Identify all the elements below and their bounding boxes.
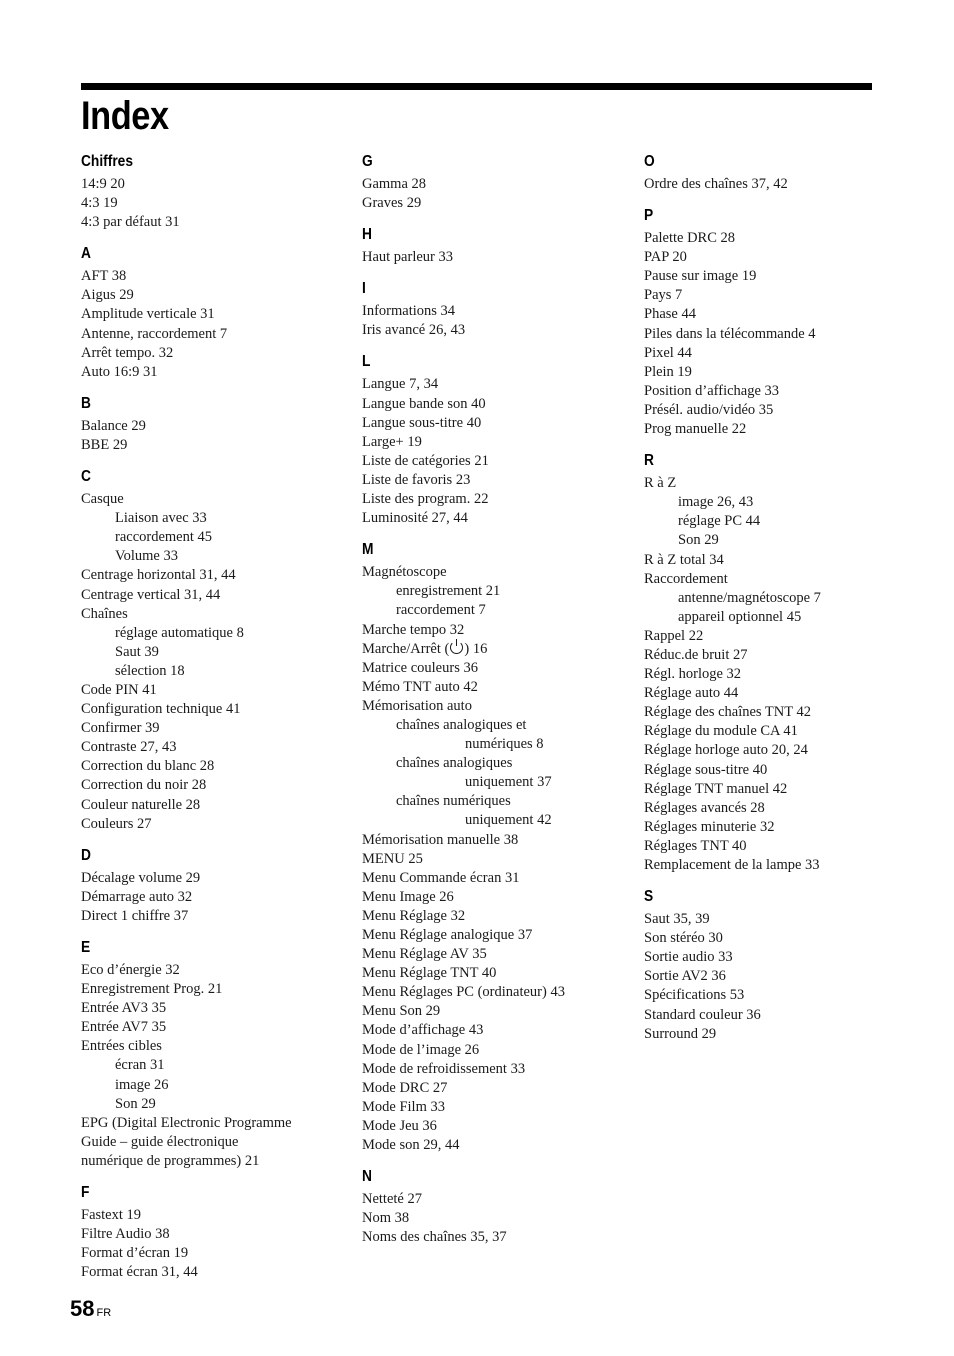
index-letter-heading: A — [81, 245, 91, 263]
index-letter-heading: H — [362, 226, 372, 244]
entry-text: Marche/Arrêt ( — [362, 640, 450, 657]
index-subentry: image 26 — [115, 1076, 169, 1093]
index-entry: Réglage des chaînes TNT 42 — [644, 704, 811, 721]
index-entry: AFT 38 — [81, 268, 127, 285]
index-subentry: Son 29 — [678, 532, 719, 549]
index-entry: BBE 29 — [81, 436, 128, 453]
index-entry: Réglage du module CA 41 — [644, 723, 798, 740]
index-entry: Menu Réglage 32 — [362, 907, 466, 924]
index-subentry: uniquement 42 — [465, 812, 552, 829]
index-entry: Mode de l’image 26 — [362, 1041, 480, 1058]
index-entry: Menu Réglage AV 35 — [362, 946, 487, 963]
index-group — [644, 152, 919, 194]
index-entry: Menu Réglage TNT 40 — [362, 965, 497, 982]
index-entry: Casque — [81, 491, 124, 508]
index-entry: Réglages TNT 40 — [644, 837, 747, 854]
index-entry: Réglage sous-titre 40 — [644, 761, 768, 778]
index-entry: Langue bande son 40 — [362, 395, 486, 412]
index-entry: Nom 38 — [362, 1210, 410, 1227]
index-subentry: Liaison avec 33 — [115, 510, 207, 527]
index-group — [362, 540, 637, 1155]
index-entry: Mode Jeu 36 — [362, 1117, 437, 1134]
index-entry: Enregistrement Prog. 21 — [81, 981, 223, 998]
index-entry: Entrée AV7 35 — [81, 1019, 167, 1036]
index-entry: Gamma 28 — [362, 176, 427, 192]
index-entry: Direct 1 chiffre 37 — [81, 907, 189, 924]
index-group — [362, 1167, 637, 1247]
index-entry: Standard couleur 36 — [644, 1006, 761, 1023]
index-entry: Correction du noir 28 — [81, 777, 207, 794]
index-entry: Entrées cibles — [81, 1038, 162, 1055]
index-letter-heading: E — [81, 939, 91, 956]
index-entry: Prog manuelle 22 — [644, 421, 747, 438]
index-entry: Filtre Audio 38 — [81, 1226, 170, 1243]
index-entry: Entrée AV3 35 — [81, 1000, 167, 1017]
index-subentry: raccordement 45 — [115, 529, 213, 546]
index-group — [644, 887, 919, 1044]
index-entry: Pixel 44 — [644, 344, 692, 361]
index-entry: numérique de programmes) 21 — [81, 1152, 260, 1169]
index-subentry: chaînes analogiques et — [396, 716, 527, 733]
index-entry: Luminosité 27, 44 — [362, 510, 468, 527]
index-entry — [362, 640, 637, 659]
index-entry: Mémo TNT auto 42 — [362, 678, 478, 695]
index-entry: Liste de catégories 21 — [362, 452, 489, 469]
index-entry: PAP 20 — [644, 249, 687, 266]
index-entry: Antenne, raccordement 7 — [81, 325, 228, 342]
index-group — [81, 394, 356, 455]
index-subentry: raccordement 7 — [396, 602, 486, 619]
index-entry: Noms des chaînes 35, 37 — [362, 1229, 507, 1246]
index-letter-heading: Chiffres — [81, 153, 133, 170]
index-entry: Fastext 19 — [81, 1207, 142, 1224]
index-subentry: image 26, 43 — [678, 494, 754, 511]
index-entry: Auto 16:9 31 — [81, 363, 158, 380]
index-subentry: numériques 8 — [465, 736, 544, 753]
index-subentry: réglage automatique 8 — [115, 624, 244, 641]
index-entry: Informations 34 — [362, 303, 456, 320]
index-entry: Confirmer 39 — [81, 720, 160, 737]
index-entry: Aigus 29 — [81, 287, 134, 304]
index-letter-heading: D — [81, 846, 91, 864]
power-icon — [450, 641, 463, 654]
index-subentry: écran 31 — [115, 1057, 165, 1074]
index-letter-heading: G — [362, 153, 373, 170]
index-letter-heading: I — [362, 280, 366, 298]
index-letter-heading: P — [644, 207, 654, 225]
index-entry: Décalage volume 29 — [81, 869, 201, 886]
index-entry: Palette DRC 28 — [644, 230, 736, 247]
index-subentry: appareil optionnel 45 — [678, 608, 802, 625]
index-entry: Mémorisation auto — [362, 697, 472, 714]
index-group — [644, 451, 919, 875]
index-group — [362, 225, 637, 267]
index-entry: Magnétoscope — [362, 564, 447, 581]
index-letter-heading: L — [362, 353, 371, 371]
index-subentry: Son 29 — [115, 1095, 156, 1112]
index-group — [362, 352, 637, 528]
index-group — [81, 244, 356, 382]
index-entry: R à Z — [644, 475, 677, 492]
index-entry: Démarrage auto 32 — [81, 888, 193, 905]
index-entry: Réglage TNT manuel 42 — [644, 780, 788, 797]
index-entry: Menu Réglages PC (ordinateur) 43 — [362, 984, 565, 1001]
index-entry: Pays 7 — [644, 287, 683, 304]
index-subentry: réglage PC 44 — [678, 513, 761, 530]
index-column-3 — [644, 152, 919, 1044]
index-entry: Réglages avancés 28 — [644, 799, 765, 816]
index-entry: Mode de refroidissement 33 — [362, 1060, 526, 1077]
index-subentry: Saut 39 — [115, 643, 159, 660]
index-entry: Surround 29 — [644, 1025, 717, 1042]
index-entry: Ordre des chaînes 37, 42 — [644, 176, 788, 192]
index-entry: 4:3 par défaut 31 — [81, 214, 180, 231]
index-entry: Phase 44 — [644, 306, 696, 323]
index-letter-heading: C — [81, 468, 91, 486]
index-group — [81, 938, 356, 1171]
index-group — [362, 279, 637, 340]
index-group — [81, 1183, 356, 1282]
index-entry: Mode DRC 27 — [362, 1079, 448, 1096]
page-number: 58 — [70, 1296, 95, 1321]
index-entry: Arrêt tempo. 32 — [81, 344, 174, 361]
index-letter-heading: N — [362, 1168, 372, 1186]
index-group — [81, 846, 356, 926]
index-entry: Position d’affichage 33 — [644, 382, 780, 399]
index-entry: MENU 25 — [362, 850, 423, 867]
title-rule — [81, 83, 872, 90]
index-entry: 4:3 19 — [81, 195, 118, 212]
index-entry: Réglage auto 44 — [644, 685, 739, 702]
index-subentry: Volume 33 — [115, 548, 178, 565]
index-entry: Chaînes — [81, 605, 128, 622]
index-entry: 14:9 20 — [81, 176, 125, 192]
index-entry: Raccordement — [644, 570, 728, 587]
page-title: Index — [81, 94, 169, 138]
index-entry: Menu Son 29 — [362, 1003, 441, 1020]
index-entry: Mode son 29, 44 — [362, 1137, 460, 1154]
index-entry: Présél. audio/vidéo 35 — [644, 401, 774, 418]
index-entry: Sortie audio 33 — [644, 949, 733, 966]
index-entry: Mode Film 33 — [362, 1098, 445, 1115]
index-entry: Langue 7, 34 — [362, 376, 439, 393]
entry-page-ref: ) 16 — [464, 640, 488, 657]
index-entry: Menu Réglage analogique 37 — [362, 927, 533, 943]
index-entry: Matrice couleurs 36 — [362, 659, 478, 676]
index-entry: Amplitude verticale 31 — [81, 306, 215, 323]
index-subentry: chaînes numériques — [396, 793, 511, 810]
index-entry: Netteté 27 — [362, 1191, 422, 1208]
index-entry: Régl. horloge 32 — [644, 666, 742, 683]
index-entry: Spécifications 53 — [644, 987, 745, 1004]
index-group — [81, 152, 356, 232]
index-letter-heading: F — [81, 1184, 90, 1202]
index-entry: Réglage horloge auto 20, 24 — [644, 742, 808, 759]
index-entry: Correction du blanc 28 — [81, 758, 215, 775]
index-subentry: enregistrement 21 — [396, 583, 501, 600]
index-entry: Plein 19 — [644, 363, 692, 380]
index-entry: Menu Image 26 — [362, 888, 454, 905]
index-entry: Mémorisation manuelle 38 — [362, 831, 519, 848]
index-entry: Haut parleur 33 — [362, 249, 453, 266]
index-column-1 — [81, 152, 356, 1282]
index-entry: Configuration technique 41 — [81, 701, 241, 718]
index-entry: Centrage vertical 31, 44 — [81, 586, 221, 603]
index-subentry: sélection 18 — [115, 662, 185, 679]
index-entry: Couleur naturelle 28 — [81, 796, 201, 813]
index-entry: Mode d’affichage 43 — [362, 1022, 484, 1039]
index-entry: Menu Commande écran 31 — [362, 869, 520, 886]
index-entry: Remplacement de la lampe 33 — [644, 857, 820, 873]
index-subentry: antenne/magnétoscope 7 — [678, 589, 821, 606]
index-letter-heading: S — [644, 888, 654, 906]
index-letter-heading: B — [81, 394, 91, 412]
index-entry: Réglages minuterie 32 — [644, 818, 775, 835]
index-entry: Balance 29 — [81, 417, 146, 434]
index-entry: Eco d’énergie 32 — [81, 962, 180, 978]
index-entry: Contraste 27, 43 — [81, 739, 177, 756]
index-entry: Son stéréo 30 — [644, 930, 723, 947]
index-letter-heading: R — [644, 452, 654, 470]
index-subentry: chaînes analogiques — [396, 755, 513, 772]
index-subentry: uniquement 37 — [465, 774, 552, 791]
index-entry: Guide – guide électronique — [81, 1133, 239, 1150]
index-entry: Format d’écran 19 — [81, 1245, 189, 1262]
index-entry: Liste des program. 22 — [362, 491, 489, 508]
page-footer — [70, 1296, 111, 1322]
index-entry: R à Z total 34 — [644, 551, 724, 568]
index-entry: Couleurs 27 — [81, 815, 152, 832]
index-entry: Graves 29 — [362, 195, 422, 212]
index-entry: EPG (Digital Electronic Programme — [81, 1114, 292, 1131]
index-entry: Marche tempo 32 — [362, 621, 465, 638]
index-entry: Rappel 22 — [644, 627, 704, 644]
index-column-2 — [362, 152, 637, 1247]
index-entry: Saut 35, 39 — [644, 911, 710, 928]
language-code: FR — [96, 1307, 112, 1319]
index-group — [81, 467, 356, 834]
index-entry: Centrage horizontal 31, 44 — [81, 567, 236, 584]
index-entry: Large+ 19 — [362, 433, 422, 450]
index-entry: Code PIN 41 — [81, 681, 157, 698]
index-entry: Liste de favoris 23 — [362, 471, 471, 488]
index-letter-heading: M — [362, 541, 374, 559]
index-group — [362, 152, 637, 213]
index-entry: Piles dans la télécommande 4 — [644, 325, 816, 342]
index-group — [644, 206, 919, 439]
index-entry: Iris avancé 26, 43 — [362, 322, 466, 339]
index-entry: Pause sur image 19 — [644, 268, 757, 285]
index-entry: Réduc.de bruit 27 — [644, 646, 748, 663]
index-entry: Langue sous-titre 40 — [362, 414, 482, 431]
index-entry: Sortie AV2 36 — [644, 968, 726, 985]
index-entry: Format écran 31, 44 — [81, 1264, 198, 1281]
index-letter-heading: O — [644, 153, 655, 170]
